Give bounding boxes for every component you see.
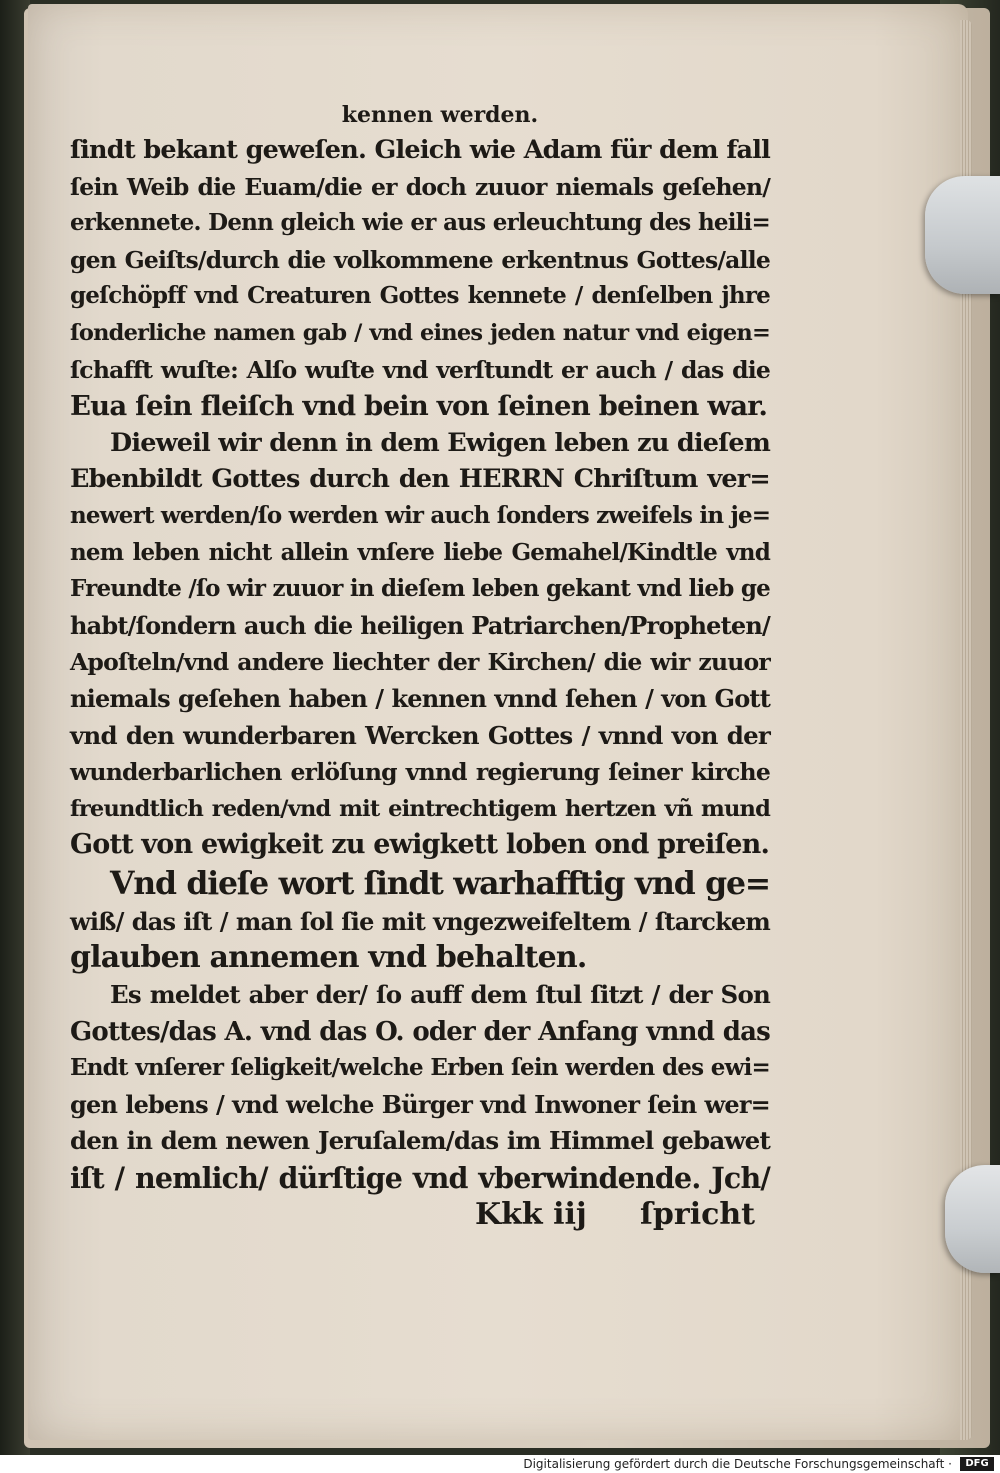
page-clip-top [925,176,1000,294]
text-line: Dieweil wir denn in dem Ewigen leben zu dieſem [110,427,770,458]
text-line: ſchafft wuſte: Alſo wuſte vnd verſtundt er auch / das die [70,355,770,384]
text-line: ſonderliche namen gab / vnd eines jeden natur vnd eigen= [70,319,770,346]
text-line: Gott von ewigkeit zu ewigkett loben ond preiſen. [70,829,770,861]
text-line: Eua ſein fleiſch vnd bein von ſeinen beinen war. [70,390,768,423]
text-line: Es meldet aber der/ ſo auff dem ſtul ſitzt / der Son [110,980,770,1010]
text-line: habt/ſondern auch die heiligen Patriarchen/Propheten/ [70,610,770,640]
text-line: Gottes/das A. vnd das O. oder der Anfang vnnd das [70,1016,770,1047]
text-line: wunderbarlichen erlöſung vnnd regierung ſeiner kirche [70,758,770,787]
text-line: gen lebens / vnd welche Bürger vnd Inwoner ſein wer= [70,1089,770,1119]
page-text [70,98,770,1233]
text-line: glauben annemen vnd behalten. [70,940,587,976]
text-line: nem leben nicht allein vnſere liebe Gemahel/Kindtle vnd [70,538,770,566]
catchword: ſpricht [640,1196,756,1232]
running-header: kennen werden. [341,102,539,128]
dfg-logo: DFG [960,1457,994,1471]
text-line: den in dem newen Jeruſalem/das im Himmel gebawet [70,1126,770,1156]
footer-bar [0,1455,1000,1473]
signature-mark: Kkk iij [475,1196,587,1232]
text-line: geſchöpff vnd Creaturen Gottes kennete / denſelben jhre [70,282,770,310]
text-lines [70,132,770,1197]
page-clip-bottom [945,1165,1000,1273]
text-line: freundtlich reden/vnd mit eintrechtigem hertzen vñ mund [70,795,770,822]
funding-credit: Digitalisierung gefördert durch die Deutsche Forschungsgemeinschaft · [523,1457,952,1471]
text-line: Ebenbildt Gottes durch den HERRN Chriſtum ver= [70,464,770,495]
text-line: erkennete. Denn gleich wie er aus erleuchtung des heili= [70,209,770,237]
text-line: wiß/ das iſt / man ſol ſie mit vngezweifeltem / ſtarckem [70,906,770,936]
text-line: ſindt bekant geweſen. Gleich wie Adam für dem fall [70,135,770,165]
signature-line [70,1197,770,1233]
text-line: Vnd dieſe wort ſindt warhafftig vnd ge= [110,864,770,902]
text-line: Apoſteln/vnd andere liechter der Kirchen/ die wir zuuor [70,648,770,677]
text-line: niemals geſehen haben / kennen vnnd ſehen / von Gott [70,683,770,713]
text-line: newert werden/ſo werden wir auch ſonders zweifels in je= [70,501,771,529]
text-line: iſt / nemlich/ dürſtige vnd vberwindende. Jch/ [70,1161,770,1196]
text-line: vnd den wunderbaren Wercken Gottes / vnnd von der [70,720,770,750]
text-line: Endt vnſerer ſeligkeit/welche Erben ſein werden des ewi= [70,1054,770,1082]
text-line: ſein Weib die Euam/die er doch zuuor niemals geſehen/ [70,172,770,201]
text-line: Freundte /ſo wir zuuor in dieſem leben gekant vnd lieb ge [70,575,770,603]
text-line: gen Geiſts/durch die volkommene erkentnus Gottes/alle [70,245,770,274]
